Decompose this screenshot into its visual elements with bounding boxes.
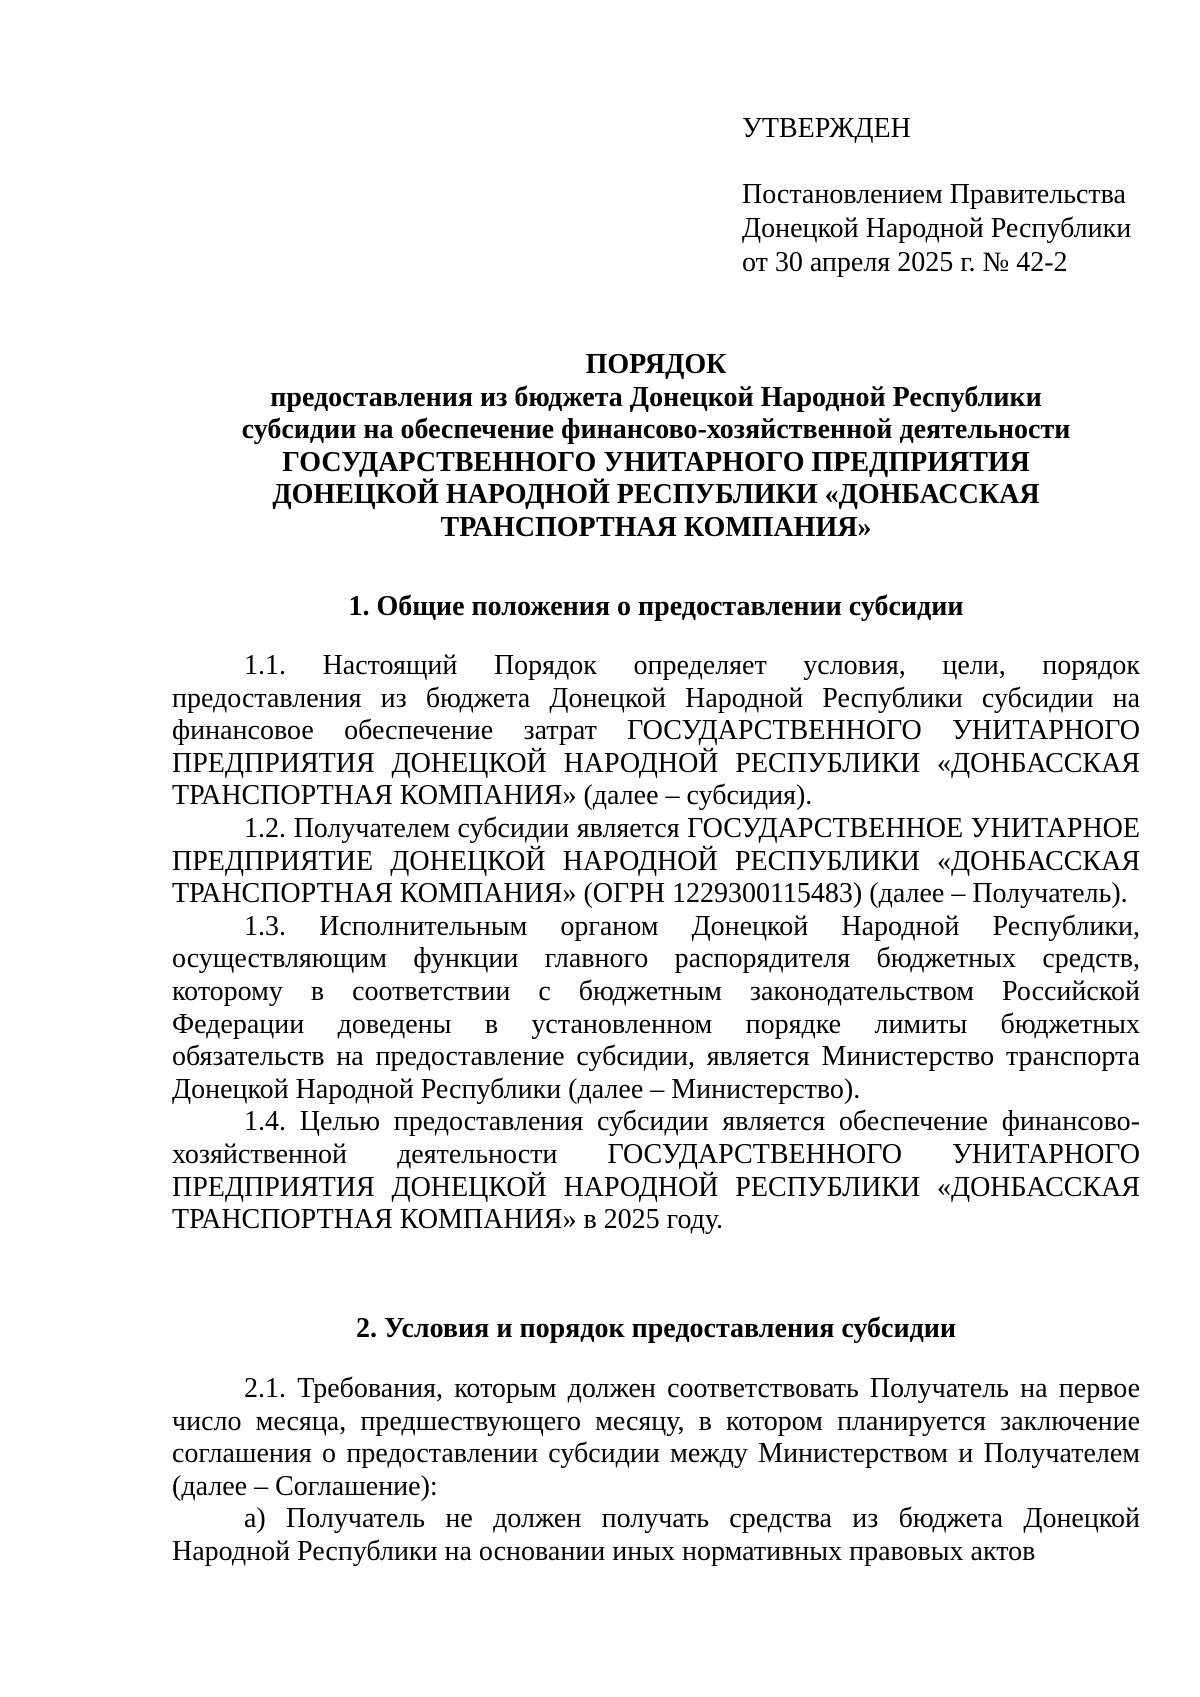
paragraph-1-4: 1.4. Целью предоставления субсидии является обеспечение финансово-хозяйственной деятельности ГОСУДАРСТВЕННОГО УНИТАРНОГО ПРЕДПРИЯТИЯ ДОНЕЦКОЙ НАРОДНОЙ РЕСПУБЛИКИ «ДОНБАССКАЯ ТРАНСПОРТНАЯ КОМПАНИЯ» в 2025 году.: [172, 1106, 1140, 1236]
paragraph-2-1: 2.1. Требования, которым должен соответствовать Получатель на первое число месяца, предшествующего месяцу, в котором планируется заключение соглашения о предоставлении субсидии между Министерством и Получателем (далее – Соглашение):: [172, 1373, 1140, 1502]
approval-stamp: [742, 112, 1162, 280]
document-title-line: субсидии на обеспечение финансово-хозяйственной деятельности: [241, 414, 1071, 445]
document-title-line: ГОСУДАРСТВЕННОГО УНИТАРНОГО ПРЕДПРИЯТИЯ: [282, 446, 1030, 478]
section-heading-1: 1. Общие положения о предоставлении субсидии: [348, 591, 964, 622]
paragraph-1-1: 1.1. Настоящий Порядок определяет условия, цели, порядок предоставления из бюджета Донецкой Народной Республики субсидии на финансовое обеспечение затрат ГОСУДАРСТВЕННОГО УНИТАРНОГО ПРЕДПРИЯТИЯ ДОНЕЦКОЙ НАРОДНОЙ РЕСПУБЛИКИ «ДОНБАССКАЯ ТРАНСПОРТНАЯ КОМПАНИЯ» (далее – субсидия).: [172, 650, 1140, 812]
approval-line: Постановлением Правительства: [742, 179, 1126, 210]
document-title: [172, 349, 1140, 544]
document-title-line: ТРАНСПОРТНАЯ КОМПАНИЯ»: [440, 511, 872, 543]
approval-line: от 30 апреля 2025 г. № 42-2: [742, 247, 1068, 278]
section-2-body: [172, 1373, 1140, 1569]
document-title-line: ДОНЕЦКОЙ НАРОДНОЙ РЕСПУБЛИКИ «ДОНБАССКАЯ: [272, 479, 1040, 510]
approval-title: УТВЕРЖДЕН: [742, 113, 911, 144]
section-1-body: [172, 650, 1140, 1237]
paragraph-1-3: 1.3. Исполнительным органом Донецкой Народной Республики, осуществляющим функции главного распорядителя бюджетных средств, которому в соответствии с бюджетным законодательством Российской Федерации доведены в установленном порядке лимиты бюджетных обязательств на предоставление субсидии, является Министерство транспорта Донецкой Народной Республики (далее – Министерство).: [172, 910, 1140, 1105]
document-heading: ПОРЯДОК: [585, 349, 727, 380]
approval-line: Донецкой Народной Республики: [742, 213, 1132, 244]
paragraph-2-1-a: а) Получатель не должен получать средства из бюджета Донецкой Народной Республики на основании иных нормативных правовых актов: [172, 1503, 1140, 1567]
paragraph-1-2: 1.2. Получателем субсидии является ГОСУДАРСТВЕННОЕ УНИТАРНОЕ ПРЕДПРИЯТИЕ ДОНЕЦКОЙ НАРОДНОЙ РЕСПУБЛИКИ «ДОНБАССКАЯ ТРАНСПОРТНАЯ КОМПАНИЯ» (ОГРН 1229300115483) (далее – Получатель).: [172, 812, 1140, 910]
document-title-line: предоставления из бюджета Донецкой Народной Республики: [270, 381, 1042, 413]
section-heading-2: 2. Условия и порядок предоставления субсидии: [355, 1313, 957, 1344]
